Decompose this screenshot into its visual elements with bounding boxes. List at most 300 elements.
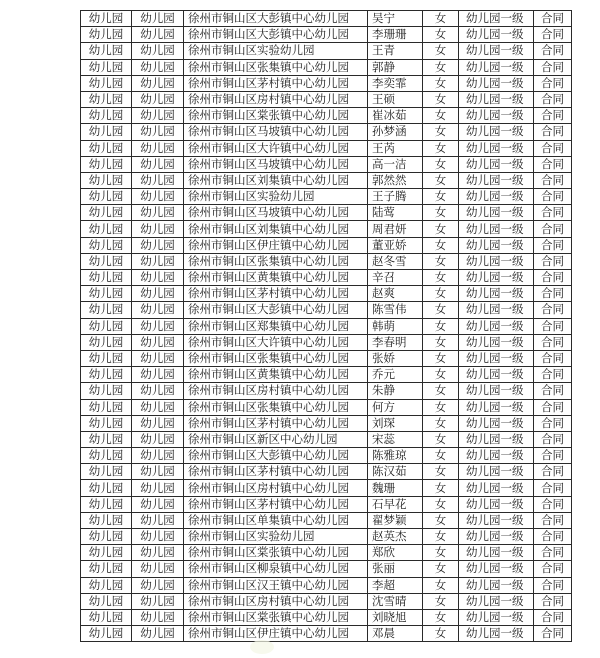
contract-cell: 合同 (534, 253, 572, 269)
contract-cell: 合同 (534, 415, 572, 431)
table-row (81, 27, 572, 43)
category-cell: 幼儿园 (81, 545, 132, 561)
table-row (81, 189, 572, 205)
category-cell: 幼儿园 (81, 189, 132, 205)
stage-cell: 幼儿园 (132, 124, 184, 140)
gender-cell: 女 (423, 286, 459, 302)
table-row (81, 318, 572, 334)
table-row (81, 108, 572, 124)
stage-cell: 幼儿园 (132, 480, 184, 496)
school-cell: 徐州市铜山区棠张镇中心幼儿园 (184, 545, 368, 561)
contract-cell: 合同 (534, 561, 572, 577)
name-cell: 周君妍 (368, 221, 423, 237)
contract-cell: 合同 (534, 318, 572, 334)
stage-cell: 幼儿园 (132, 286, 184, 302)
contract-cell: 合同 (534, 577, 572, 593)
school-cell: 徐州市铜山区刘集镇中心幼儿园 (184, 172, 368, 188)
school-cell: 徐州市铜山区茅村镇中心幼儿园 (184, 286, 368, 302)
name-cell: 陈雪伟 (368, 302, 423, 318)
stage-cell: 幼儿园 (132, 334, 184, 350)
name-cell: 翟梦颖 (368, 512, 423, 528)
title-cell: 幼儿园一级 (459, 626, 534, 642)
name-cell: 陈汉茹 (368, 464, 423, 480)
stage-cell: 幼儿园 (132, 43, 184, 59)
title-cell: 幼儿园一级 (459, 496, 534, 512)
contract-cell: 合同 (534, 334, 572, 350)
gender-cell: 女 (423, 512, 459, 528)
category-cell: 幼儿园 (81, 480, 132, 496)
category-cell: 幼儿园 (81, 383, 132, 399)
name-cell: 李春明 (368, 334, 423, 350)
contract-cell: 合同 (534, 43, 572, 59)
gender-cell: 女 (423, 221, 459, 237)
table-row (81, 367, 572, 383)
school-cell: 徐州市铜山区张集镇中心幼儿园 (184, 253, 368, 269)
stage-cell: 幼儿园 (132, 577, 184, 593)
title-cell: 幼儿园一级 (459, 27, 534, 43)
table-row (81, 529, 572, 545)
school-cell: 徐州市铜山区刘集镇中心幼儿园 (184, 221, 368, 237)
contract-cell: 合同 (534, 383, 572, 399)
table-row (81, 11, 572, 27)
category-cell: 幼儿园 (81, 221, 132, 237)
gender-cell: 女 (423, 237, 459, 253)
contract-cell: 合同 (534, 609, 572, 625)
contract-cell: 合同 (534, 431, 572, 447)
name-cell: 邓晨 (368, 626, 423, 642)
contract-cell: 合同 (534, 448, 572, 464)
contract-cell: 合同 (534, 464, 572, 480)
contract-cell: 合同 (534, 156, 572, 172)
table-row (81, 91, 572, 107)
table-row (81, 286, 572, 302)
name-cell: 赵冬雪 (368, 253, 423, 269)
table-row (81, 415, 572, 431)
table-row (81, 431, 572, 447)
school-cell: 徐州市铜山区大许镇中心幼儿园 (184, 140, 368, 156)
gender-cell: 女 (423, 27, 459, 43)
school-cell: 徐州市铜山区茅村镇中心幼儿园 (184, 464, 368, 480)
category-cell: 幼儿园 (81, 253, 132, 269)
school-cell: 徐州市铜山区大彭镇中心幼儿园 (184, 302, 368, 318)
school-cell: 徐州市铜山区茅村镇中心幼儿园 (184, 496, 368, 512)
name-cell: 韩萌 (368, 318, 423, 334)
gender-cell: 女 (423, 545, 459, 561)
category-cell: 幼儿园 (81, 609, 132, 625)
school-cell: 徐州市铜山区房村镇中心幼儿园 (184, 383, 368, 399)
school-cell: 徐州市铜山区郑集镇中心幼儿园 (184, 318, 368, 334)
gender-cell: 女 (423, 43, 459, 59)
name-cell: 石早花 (368, 496, 423, 512)
category-cell: 幼儿园 (81, 91, 132, 107)
stage-cell: 幼儿园 (132, 91, 184, 107)
school-cell: 徐州市铜山区黄集镇中心幼儿园 (184, 367, 368, 383)
school-cell: 徐州市铜山区黄集镇中心幼儿园 (184, 270, 368, 286)
name-cell: 乔元 (368, 367, 423, 383)
school-cell: 徐州市铜山区大彭镇中心幼儿园 (184, 448, 368, 464)
school-cell: 徐州市铜山区马坡镇中心幼儿园 (184, 205, 368, 221)
title-cell: 幼儿园一级 (459, 237, 534, 253)
table-row (81, 334, 572, 350)
contract-cell: 合同 (534, 545, 572, 561)
stage-cell: 幼儿园 (132, 253, 184, 269)
title-cell: 幼儿园一级 (459, 350, 534, 366)
stage-cell: 幼儿园 (132, 59, 184, 75)
school-cell: 徐州市铜山区张集镇中心幼儿园 (184, 399, 368, 415)
name-cell: 魏珊 (368, 480, 423, 496)
school-cell: 徐州市铜山区实验幼儿园 (184, 43, 368, 59)
name-cell: 朱静 (368, 383, 423, 399)
table-row (81, 593, 572, 609)
title-cell: 幼儿园一级 (459, 448, 534, 464)
school-cell: 徐州市铜山区大彭镇中心幼儿园 (184, 11, 368, 27)
school-cell: 徐州市铜山区房村镇中心幼儿园 (184, 91, 368, 107)
table-row (81, 302, 572, 318)
school-cell: 徐州市铜山区大许镇中心幼儿园 (184, 334, 368, 350)
name-cell: 王芮 (368, 140, 423, 156)
table-row (81, 75, 572, 91)
title-cell: 幼儿园一级 (459, 286, 534, 302)
category-cell: 幼儿园 (81, 593, 132, 609)
category-cell: 幼儿园 (81, 270, 132, 286)
gender-cell: 女 (423, 318, 459, 334)
category-cell: 幼儿园 (81, 172, 132, 188)
title-cell: 幼儿园一级 (459, 302, 534, 318)
table-row (81, 561, 572, 577)
title-cell: 幼儿园一级 (459, 512, 534, 528)
contract-cell: 合同 (534, 205, 572, 221)
category-cell: 幼儿园 (81, 367, 132, 383)
title-cell: 幼儿园一级 (459, 464, 534, 480)
table-row (81, 480, 572, 496)
name-cell: 张娇 (368, 350, 423, 366)
contract-cell: 合同 (534, 124, 572, 140)
category-cell: 幼儿园 (81, 237, 132, 253)
table-row (81, 237, 572, 253)
category-cell: 幼儿园 (81, 156, 132, 172)
table-row (81, 448, 572, 464)
table-row (81, 221, 572, 237)
category-cell: 幼儿园 (81, 75, 132, 91)
title-cell: 幼儿园一级 (459, 415, 534, 431)
title-cell: 幼儿园一级 (459, 124, 534, 140)
stage-cell: 幼儿园 (132, 108, 184, 124)
category-cell: 幼儿园 (81, 59, 132, 75)
gender-cell: 女 (423, 75, 459, 91)
gender-cell: 女 (423, 626, 459, 642)
stage-cell: 幼儿园 (132, 545, 184, 561)
category-cell: 幼儿园 (81, 399, 132, 415)
stage-cell: 幼儿园 (132, 512, 184, 528)
contract-cell: 合同 (534, 91, 572, 107)
contract-cell: 合同 (534, 108, 572, 124)
name-cell: 何方 (368, 399, 423, 415)
category-cell: 幼儿园 (81, 448, 132, 464)
school-cell: 徐州市铜山区单集镇中心幼儿园 (184, 512, 368, 528)
gender-cell: 女 (423, 172, 459, 188)
title-cell: 幼儿园一级 (459, 480, 534, 496)
contract-cell: 合同 (534, 512, 572, 528)
table-row (81, 270, 572, 286)
stage-cell: 幼儿园 (132, 205, 184, 221)
stage-cell: 幼儿园 (132, 318, 184, 334)
gender-cell: 女 (423, 59, 459, 75)
school-cell: 徐州市铜山区汉王镇中心幼儿园 (184, 577, 368, 593)
contract-cell: 合同 (534, 27, 572, 43)
table-row (81, 172, 572, 188)
gender-cell: 女 (423, 448, 459, 464)
title-cell: 幼儿园一级 (459, 91, 534, 107)
table-row (81, 464, 572, 480)
school-cell: 徐州市铜山区马坡镇中心幼儿园 (184, 124, 368, 140)
category-cell: 幼儿园 (81, 561, 132, 577)
title-cell: 幼儿园一级 (459, 75, 534, 91)
category-cell: 幼儿园 (81, 529, 132, 545)
contract-cell: 合同 (534, 496, 572, 512)
gender-cell: 女 (423, 561, 459, 577)
gender-cell: 女 (423, 334, 459, 350)
watermark-mark (250, 640, 274, 654)
gender-cell: 女 (423, 253, 459, 269)
school-cell: 徐州市铜山区茅村镇中心幼儿园 (184, 415, 368, 431)
title-cell: 幼儿园一级 (459, 593, 534, 609)
stage-cell: 幼儿园 (132, 529, 184, 545)
table-row (81, 496, 572, 512)
category-cell: 幼儿园 (81, 496, 132, 512)
stage-cell: 幼儿园 (132, 350, 184, 366)
contract-cell: 合同 (534, 59, 572, 75)
gender-cell: 女 (423, 593, 459, 609)
title-cell: 幼儿园一级 (459, 577, 534, 593)
category-cell: 幼儿园 (81, 286, 132, 302)
title-cell: 幼儿园一级 (459, 529, 534, 545)
title-cell: 幼儿园一级 (459, 399, 534, 415)
stage-cell: 幼儿园 (132, 11, 184, 27)
name-cell: 刘琛 (368, 415, 423, 431)
category-cell: 幼儿园 (81, 431, 132, 447)
stage-cell: 幼儿园 (132, 448, 184, 464)
contract-cell: 合同 (534, 75, 572, 91)
gender-cell: 女 (423, 91, 459, 107)
gender-cell: 女 (423, 367, 459, 383)
gender-cell: 女 (423, 189, 459, 205)
name-cell: 吴宁 (368, 11, 423, 27)
roster-body (81, 11, 572, 642)
name-cell: 郑欣 (368, 545, 423, 561)
category-cell: 幼儿园 (81, 350, 132, 366)
table-row (81, 43, 572, 59)
stage-cell: 幼儿园 (132, 221, 184, 237)
category-cell: 幼儿园 (81, 124, 132, 140)
stage-cell: 幼儿园 (132, 367, 184, 383)
title-cell: 幼儿园一级 (459, 609, 534, 625)
title-cell: 幼儿园一级 (459, 43, 534, 59)
gender-cell: 女 (423, 270, 459, 286)
gender-cell: 女 (423, 609, 459, 625)
stage-cell: 幼儿园 (132, 431, 184, 447)
name-cell: 赵爽 (368, 286, 423, 302)
stage-cell: 幼儿园 (132, 626, 184, 642)
name-cell: 宋蕊 (368, 431, 423, 447)
school-cell: 徐州市铜山区房村镇中心幼儿园 (184, 480, 368, 496)
gender-cell: 女 (423, 350, 459, 366)
table-row (81, 59, 572, 75)
contract-cell: 合同 (534, 270, 572, 286)
school-cell: 徐州市铜山区房村镇中心幼儿园 (184, 593, 368, 609)
title-cell: 幼儿园一级 (459, 221, 534, 237)
gender-cell: 女 (423, 205, 459, 221)
name-cell: 李超 (368, 577, 423, 593)
stage-cell: 幼儿园 (132, 399, 184, 415)
gender-cell: 女 (423, 302, 459, 318)
gender-cell: 女 (423, 108, 459, 124)
school-cell: 徐州市铜山区棠张镇中心幼儿园 (184, 609, 368, 625)
gender-cell: 女 (423, 464, 459, 480)
contract-cell: 合同 (534, 529, 572, 545)
name-cell: 王子腾 (368, 189, 423, 205)
school-cell: 徐州市铜山区实验幼儿园 (184, 529, 368, 545)
stage-cell: 幼儿园 (132, 172, 184, 188)
school-cell: 徐州市铜山区棠张镇中心幼儿园 (184, 108, 368, 124)
gender-cell: 女 (423, 124, 459, 140)
name-cell: 陆莺 (368, 205, 423, 221)
name-cell: 张丽 (368, 561, 423, 577)
stage-cell: 幼儿园 (132, 140, 184, 156)
contract-cell: 合同 (534, 140, 572, 156)
table-row (81, 253, 572, 269)
category-cell: 幼儿园 (81, 334, 132, 350)
school-cell: 徐州市铜山区马坡镇中心幼儿园 (184, 156, 368, 172)
title-cell: 幼儿园一级 (459, 334, 534, 350)
title-cell: 幼儿园一级 (459, 205, 534, 221)
contract-cell: 合同 (534, 367, 572, 383)
name-cell: 刘晓旭 (368, 609, 423, 625)
school-cell: 徐州市铜山区柳泉镇中心幼儿园 (184, 561, 368, 577)
category-cell: 幼儿园 (81, 464, 132, 480)
gender-cell: 女 (423, 399, 459, 415)
gender-cell: 女 (423, 496, 459, 512)
school-cell: 徐州市铜山区张集镇中心幼儿园 (184, 350, 368, 366)
school-cell: 徐州市铜山区伊庄镇中心幼儿园 (184, 626, 368, 642)
name-cell: 崔冰茹 (368, 108, 423, 124)
category-cell: 幼儿园 (81, 108, 132, 124)
stage-cell: 幼儿园 (132, 383, 184, 399)
stage-cell: 幼儿园 (132, 156, 184, 172)
table-row (81, 545, 572, 561)
category-cell: 幼儿园 (81, 140, 132, 156)
stage-cell: 幼儿园 (132, 237, 184, 253)
table-row (81, 124, 572, 140)
stage-cell: 幼儿园 (132, 75, 184, 91)
school-cell: 徐州市铜山区实验幼儿园 (184, 189, 368, 205)
contract-cell: 合同 (534, 11, 572, 27)
table-row (81, 512, 572, 528)
name-cell: 李奕霏 (368, 75, 423, 91)
table-row (81, 399, 572, 415)
gender-cell: 女 (423, 11, 459, 27)
category-cell: 幼儿园 (81, 205, 132, 221)
name-cell: 辛召 (368, 270, 423, 286)
title-cell: 幼儿园一级 (459, 189, 534, 205)
title-cell: 幼儿园一级 (459, 108, 534, 124)
school-cell: 徐州市铜山区新区中心幼儿园 (184, 431, 368, 447)
document-page (80, 10, 571, 642)
gender-cell: 女 (423, 431, 459, 447)
stage-cell: 幼儿园 (132, 189, 184, 205)
title-cell: 幼儿园一级 (459, 367, 534, 383)
stage-cell: 幼儿园 (132, 496, 184, 512)
gender-cell: 女 (423, 480, 459, 496)
title-cell: 幼儿园一级 (459, 270, 534, 286)
school-cell: 徐州市铜山区伊庄镇中心幼儿园 (184, 237, 368, 253)
category-cell: 幼儿园 (81, 512, 132, 528)
title-cell: 幼儿园一级 (459, 253, 534, 269)
name-cell: 沈雪晴 (368, 593, 423, 609)
name-cell: 王硕 (368, 91, 423, 107)
title-cell: 幼儿园一级 (459, 318, 534, 334)
contract-cell: 合同 (534, 302, 572, 318)
category-cell: 幼儿园 (81, 415, 132, 431)
gender-cell: 女 (423, 415, 459, 431)
contract-cell: 合同 (534, 189, 572, 205)
table-row (81, 383, 572, 399)
school-cell: 徐州市铜山区张集镇中心幼儿园 (184, 59, 368, 75)
contract-cell: 合同 (534, 172, 572, 188)
gender-cell: 女 (423, 156, 459, 172)
school-cell: 徐州市铜山区茅村镇中心幼儿园 (184, 75, 368, 91)
contract-cell: 合同 (534, 593, 572, 609)
table-row (81, 626, 572, 642)
name-cell: 王青 (368, 43, 423, 59)
category-cell: 幼儿园 (81, 577, 132, 593)
name-cell: 李珊珊 (368, 27, 423, 43)
table-row (81, 350, 572, 366)
school-cell: 徐州市铜山区大彭镇中心幼儿园 (184, 27, 368, 43)
stage-cell: 幼儿园 (132, 561, 184, 577)
stage-cell: 幼儿园 (132, 464, 184, 480)
stage-cell: 幼儿园 (132, 302, 184, 318)
contract-cell: 合同 (534, 626, 572, 642)
gender-cell: 女 (423, 529, 459, 545)
title-cell: 幼儿园一级 (459, 59, 534, 75)
category-cell: 幼儿园 (81, 626, 132, 642)
name-cell: 赵英杰 (368, 529, 423, 545)
gender-cell: 女 (423, 140, 459, 156)
stage-cell: 幼儿园 (132, 415, 184, 431)
title-cell: 幼儿园一级 (459, 545, 534, 561)
name-cell: 董亚娇 (368, 237, 423, 253)
name-cell: 陈雅琼 (368, 448, 423, 464)
title-cell: 幼儿园一级 (459, 383, 534, 399)
title-cell: 幼儿园一级 (459, 561, 534, 577)
title-cell: 幼儿园一级 (459, 11, 534, 27)
title-cell: 幼儿园一级 (459, 140, 534, 156)
gender-cell: 女 (423, 383, 459, 399)
teacher-roster-table (80, 10, 572, 642)
table-row (81, 205, 572, 221)
gender-cell: 女 (423, 577, 459, 593)
name-cell: 郭然然 (368, 172, 423, 188)
title-cell: 幼儿园一级 (459, 431, 534, 447)
contract-cell: 合同 (534, 350, 572, 366)
category-cell: 幼儿园 (81, 27, 132, 43)
name-cell: 高一洁 (368, 156, 423, 172)
table-row (81, 609, 572, 625)
contract-cell: 合同 (534, 399, 572, 415)
category-cell: 幼儿园 (81, 302, 132, 318)
category-cell: 幼儿园 (81, 318, 132, 334)
stage-cell: 幼儿园 (132, 270, 184, 286)
